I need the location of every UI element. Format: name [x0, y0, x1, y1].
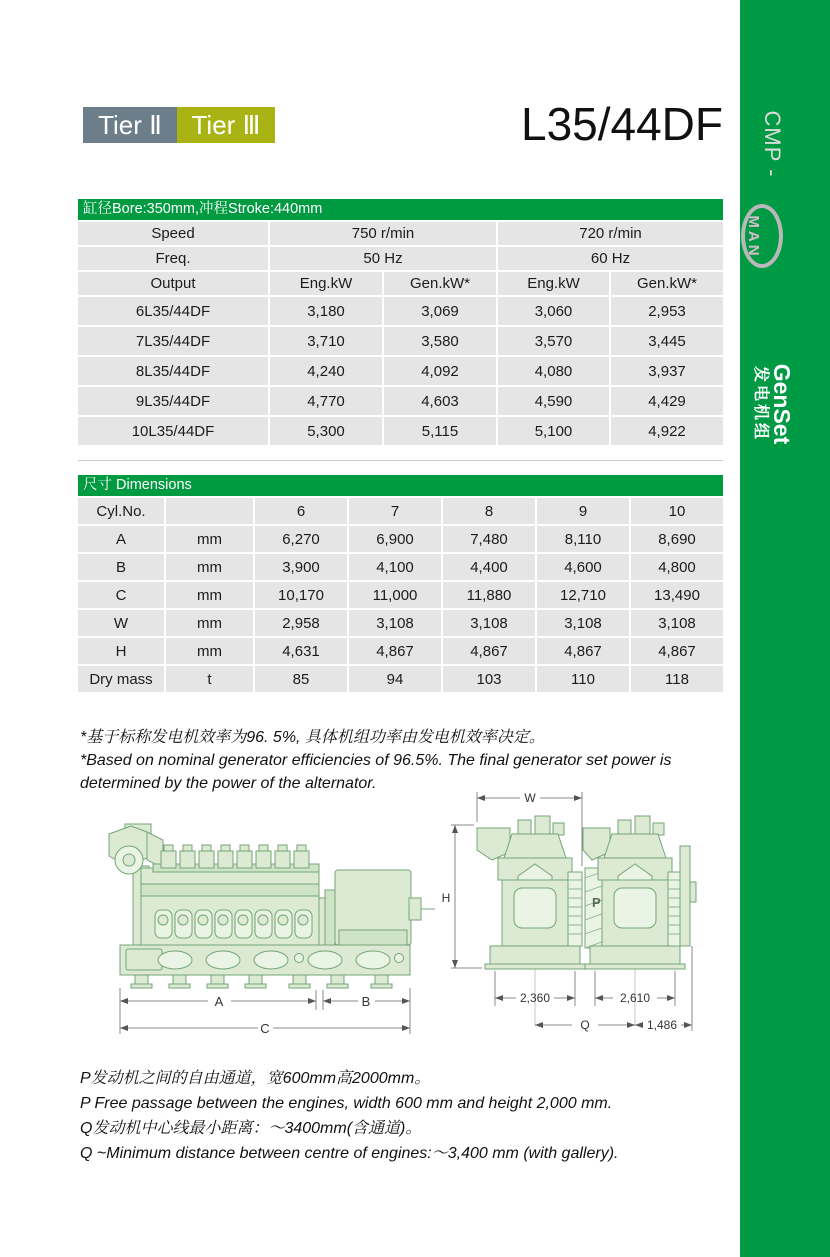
value-cell: 103 [443, 666, 535, 692]
genkw-50-header: Gen.kW* [384, 272, 496, 295]
value-cell: 94 [349, 666, 441, 692]
value-cell: 4,631 [255, 638, 347, 664]
value-cell: 3,108 [537, 610, 629, 636]
value-cell: 8,690 [631, 526, 723, 552]
value-cell: 3,580 [384, 327, 496, 355]
genset-label-cn: 发电机组 [752, 365, 769, 442]
unit-cell: t [166, 666, 253, 692]
model-cell: 10L35/44DF [78, 417, 268, 445]
dim-label-cell: W [78, 610, 164, 636]
unit-cell: mm [166, 610, 253, 636]
passage-label-p: P [592, 895, 601, 910]
dim-label-b: B [361, 994, 371, 1009]
value-cell: 4,867 [537, 638, 629, 664]
value-cell: 4,429 [611, 387, 723, 415]
engines-end-view-drawing [440, 776, 735, 1056]
cyl-count-cell: 6 [255, 498, 347, 524]
genkw-60-header: Gen.kW* [611, 272, 723, 295]
speed-60hz-cell: 720 r/min [498, 222, 723, 245]
value-cell: 3,108 [443, 610, 535, 636]
page-title: L35/44DF [520, 98, 723, 150]
cyl-count-cell: 10 [631, 498, 723, 524]
p-note-cn: P发动机之间的自由通道，宽600mm高2000mm。 [80, 1070, 431, 1087]
value-cell: 11,000 [349, 582, 441, 608]
dimensions-table-header: 尺寸 Dimensions [78, 475, 723, 496]
value-cell: 85 [255, 666, 347, 692]
freq-50hz-cell: 50 Hz [270, 247, 496, 270]
dim-label-cell: B [78, 554, 164, 580]
genset-side-view-drawing [103, 798, 443, 1058]
value-cell: 3,108 [349, 610, 441, 636]
model-cell: 6L35/44DF [78, 297, 268, 325]
value-cell: 6,270 [255, 526, 347, 552]
cyl-count-cell: 7 [349, 498, 441, 524]
value-cell: 110 [537, 666, 629, 692]
value-cell: 4,240 [270, 357, 382, 385]
speed-50hz-cell: 750 r/min [270, 222, 496, 245]
tier3-badge: Tier Ⅲ [177, 107, 275, 143]
value-cell: 3,570 [498, 327, 609, 355]
sidebar-green-band [740, 0, 830, 1257]
cyl-count-cell: 8 [443, 498, 535, 524]
p-note-en: P Free passage between the engines, width 600 mm and height 2,000 mm. [80, 1095, 613, 1112]
q-note-en: Q ~Minimum distance between centre of engines:～3,400 mm (with gallery). [80, 1145, 619, 1162]
dim-left-engine-width: 2,360 [519, 991, 551, 1005]
value-cell: 12,710 [537, 582, 629, 608]
value-cell: 4,867 [349, 638, 441, 664]
genset-vertical-label [748, 349, 794, 459]
value-cell: 4,922 [611, 417, 723, 445]
model-cell: 8L35/44DF [78, 357, 268, 385]
model-cell: 7L35/44DF [78, 327, 268, 355]
dim-label-c: C [260, 1021, 270, 1036]
dim-label-q: Q [580, 1018, 590, 1032]
value-cell: 4,603 [384, 387, 496, 415]
engkw-60-header: Eng.kW [498, 272, 609, 295]
dimensions-table-grid [78, 496, 723, 692]
output-table-header: 缸径Bore:350mm,冲程Stroke:440mm [78, 199, 723, 220]
engkw-50-header: Eng.kW [270, 272, 382, 295]
value-cell: 3,108 [631, 610, 723, 636]
output-label-cell: Output [78, 272, 268, 295]
value-cell: 3,900 [255, 554, 347, 580]
unit-cell [166, 498, 253, 524]
dim-label-w: W [524, 791, 536, 805]
value-cell: 3,710 [270, 327, 382, 355]
cylno-label-cell: Cyl.No. [78, 498, 164, 524]
value-cell: 13,490 [631, 582, 723, 608]
value-cell: 10,170 [255, 582, 347, 608]
value-cell: 4,800 [631, 554, 723, 580]
freq-60hz-cell: 60 Hz [498, 247, 723, 270]
value-cell: 4,080 [498, 357, 609, 385]
output-table-grid [78, 220, 723, 445]
value-cell: 3,069 [384, 297, 496, 325]
unit-cell: mm [166, 526, 253, 552]
value-cell: 3,060 [498, 297, 609, 325]
dim-edge-distance: 1,486 [646, 1018, 678, 1032]
value-cell: 6,900 [349, 526, 441, 552]
tier2-badge: Tier Ⅱ [83, 107, 177, 143]
value-cell: 2,953 [611, 297, 723, 325]
unit-cell: mm [166, 582, 253, 608]
note-cn: *基于标称发电机效率为96. 5%, 具体机组功率由发电机效率决定。 [80, 729, 545, 746]
value-cell: 4,590 [498, 387, 609, 415]
freq-label-cell: Freq. [78, 247, 268, 270]
unit-cell: mm [166, 638, 253, 664]
divider-line [78, 460, 723, 461]
output-table [78, 199, 723, 445]
dim-right-engine-width: 2,610 [619, 991, 651, 1005]
model-cell: 9L35/44DF [78, 387, 268, 415]
speed-label-cell: Speed [78, 222, 268, 245]
cyl-count-cell: 9 [537, 498, 629, 524]
value-cell: 2,958 [255, 610, 347, 636]
value-cell: 4,400 [443, 554, 535, 580]
value-cell: 4,092 [384, 357, 496, 385]
value-cell: 8,110 [537, 526, 629, 552]
value-cell: 5,300 [270, 417, 382, 445]
dimensions-table [78, 475, 723, 692]
value-cell: 4,100 [349, 554, 441, 580]
value-cell: 3,937 [611, 357, 723, 385]
value-cell: 7,480 [443, 526, 535, 552]
dim-label-cell: C [78, 582, 164, 608]
brand-cmp-label: CMP - [760, 110, 785, 178]
value-cell: 5,115 [384, 417, 496, 445]
value-cell: 5,100 [498, 417, 609, 445]
note-en-line2: determined by the power of the alternator. [80, 775, 377, 792]
value-cell: 11,880 [443, 582, 535, 608]
passage-notes [80, 1066, 740, 1166]
dim-label-a: A [214, 994, 224, 1009]
dim-label-h: H [441, 891, 451, 905]
value-cell: 4,770 [270, 387, 382, 415]
genset-label-en: GenSet [769, 363, 795, 445]
dim-label-cell: H [78, 638, 164, 664]
dim-label-cell: A [78, 526, 164, 552]
note-en-line1: *Based on nominal generator efficiencies of 96.5%. The final generator set power is [80, 752, 672, 769]
value-cell: 4,867 [443, 638, 535, 664]
dim-label-cell: Dry mass [78, 666, 164, 692]
value-cell: 118 [631, 666, 723, 692]
q-note-cn: Q发动机中心线最小距离：～3400mm(含通道)。 [80, 1120, 422, 1137]
man-logo-text: MAN [745, 215, 762, 259]
value-cell: 4,600 [537, 554, 629, 580]
value-cell: 3,445 [611, 327, 723, 355]
value-cell: 3,180 [270, 297, 382, 325]
value-cell: 4,867 [631, 638, 723, 664]
unit-cell: mm [166, 554, 253, 580]
